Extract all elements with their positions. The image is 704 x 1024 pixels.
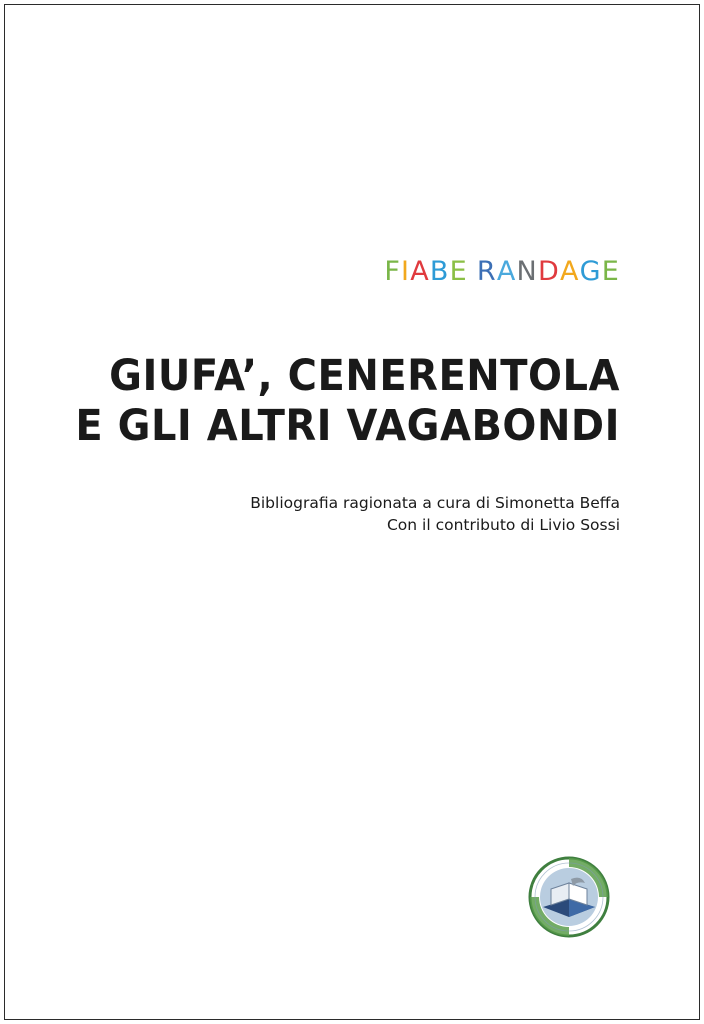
series-letter: N	[516, 256, 538, 287]
page-title	[0, 352, 620, 451]
series-space	[468, 258, 477, 285]
series-letter: B	[429, 256, 450, 287]
series-letter: A	[559, 256, 580, 287]
series-letter: G	[579, 256, 602, 287]
series-letter: A	[496, 256, 517, 287]
subtitle-block	[0, 492, 620, 537]
publisher-logo-icon	[527, 855, 611, 939]
title-line-2: E GLI ALTRI VAGABONDI	[75, 401, 620, 451]
title-line-1: GIUFA’, CENERENTOLA	[109, 352, 620, 401]
series-letter: E	[449, 256, 468, 287]
series-letter: R	[476, 256, 497, 287]
series-letter: E	[601, 256, 620, 287]
series-letter: D	[537, 256, 560, 287]
series-letter: F	[384, 256, 402, 287]
subtitle-line-1: Bibliografia ragionata a cura di Simonetta Beffa	[250, 494, 620, 512]
series-letter: I	[401, 256, 411, 287]
series-letter: A	[410, 256, 430, 287]
subtitle-line-2: Con il contributo di Livio Sossi	[386, 516, 620, 535]
series-title	[384, 258, 620, 285]
